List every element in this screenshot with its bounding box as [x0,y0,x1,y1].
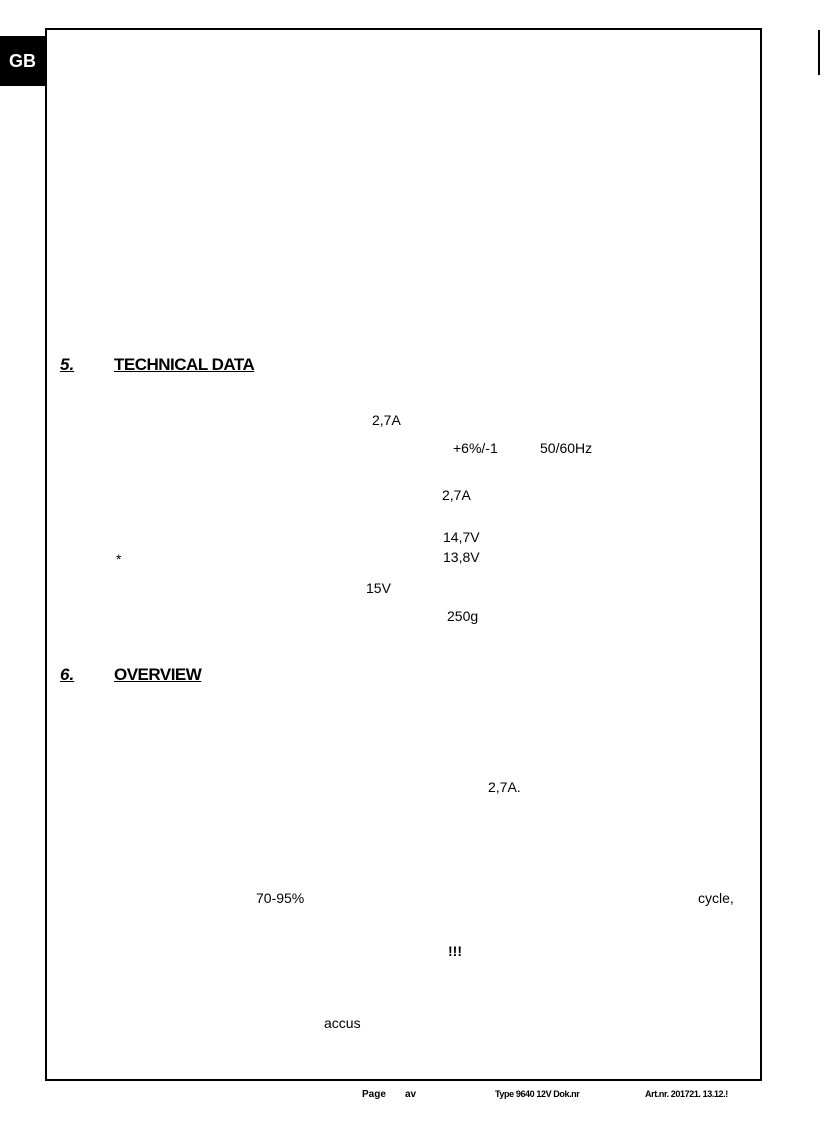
output-current-value: 2,7A [372,412,401,428]
margin-line [818,30,820,75]
overview-exclamation: !!! [448,943,462,959]
section-5-title: TECHNICAL DATA [114,355,255,374]
voltage-tolerance-value: +6%/-1 [453,440,498,456]
max-voltage-value: 15V [366,580,391,596]
overview-cycle: cycle, [698,890,734,906]
section-6-number: 6. [60,665,75,684]
page-frame [45,28,762,1081]
footer-of-label: av [405,1089,417,1100]
footer-page-label: Page [362,1089,386,1100]
overview-accus: accus [324,1015,361,1031]
language-tab: GB [0,36,45,86]
charge-voltage-value: 14,7V [443,529,480,545]
section-5-number: 5. [60,355,75,374]
overview-current: 2,7A. [488,779,521,795]
weight-value: 250g [447,608,479,624]
footer-type: Type 9640 12V Dok.nr [495,1089,580,1099]
overview-efficiency: 70-95% [256,890,305,906]
charge-current-value: 2,7A [442,487,471,503]
float-voltage-value: 13,8V [443,549,480,565]
footnote-asterisk: * [116,551,122,567]
frequency-value: 50/60Hz [540,440,593,456]
section-6-title: OVERVIEW [114,665,202,684]
footer-article: Art.nr. 201721. 13.12.! [645,1089,728,1099]
